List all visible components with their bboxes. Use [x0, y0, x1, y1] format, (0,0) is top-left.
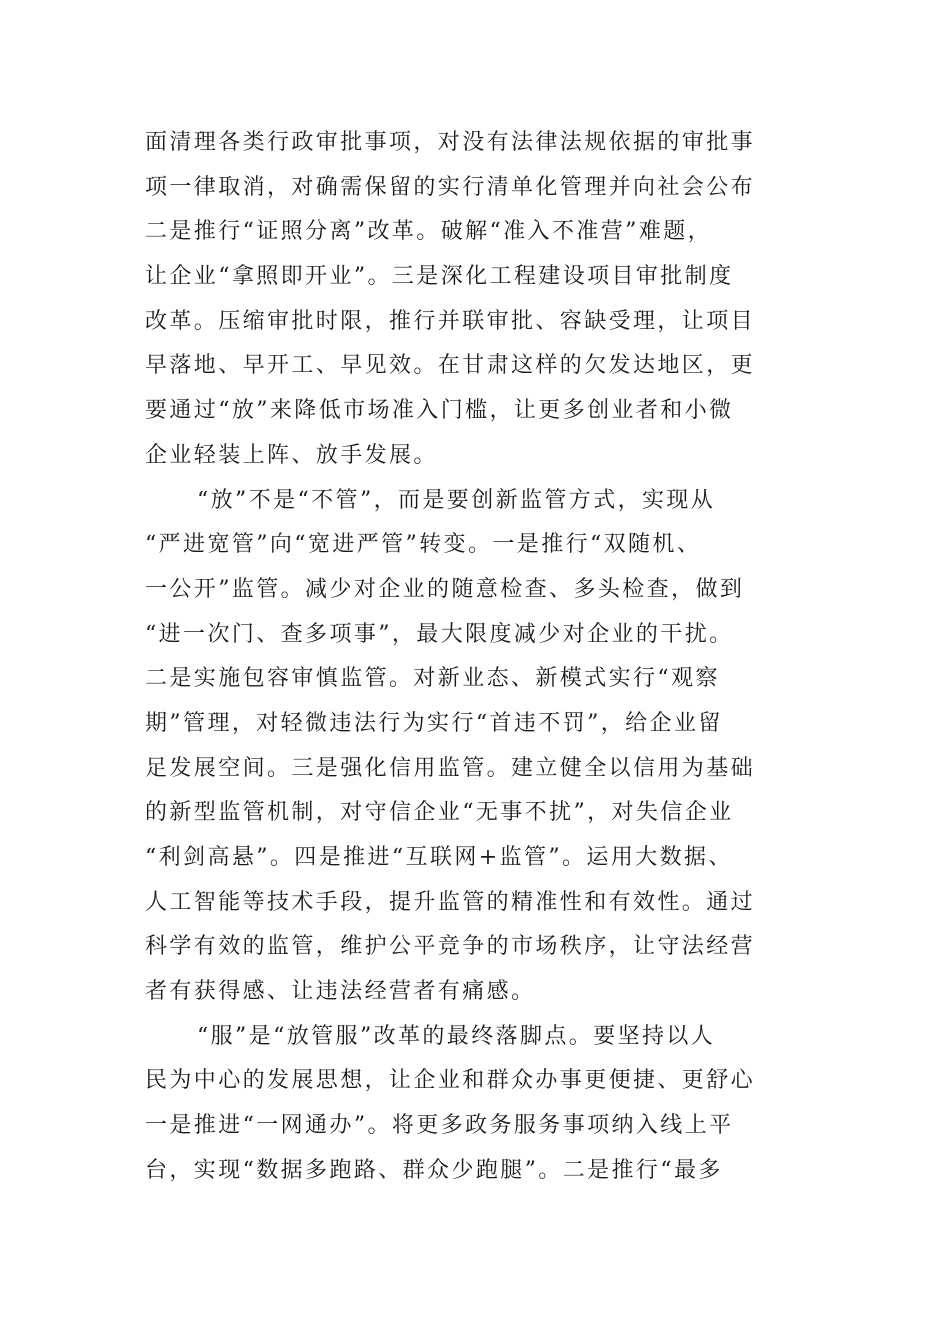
- text-line: 二是推行“证照分离”改革。破解“准入不准营”难题，: [145, 219, 712, 245]
- paragraph-start-line: “服”是“放管服”改革的最终落脚点。要坚持以人: [197, 1023, 716, 1049]
- body-text: [145, 121, 807, 1194]
- text-line: 企业轻装上阵、放手发展。: [145, 442, 438, 468]
- text-line: 二是实施包容审慎监管。对新业态、新模式实行“观察: [145, 666, 720, 692]
- text-line: 足发展空间。三是强化信用监管。建立健全以信用为基础: [145, 755, 756, 781]
- text-line: 科学有效的监管，维护公平竞争的市场秩序，让守法经营: [145, 934, 756, 960]
- text-line: 期”管理，对轻微违法行为实行“首违不罚”，给企业留: [145, 710, 723, 736]
- text-line: 人工智能等技术手段，提升监管的精准性和有效性。通过: [145, 889, 756, 915]
- text-line: 早落地、早开工、早见效。在甘肃这样的欠发达地区，更: [145, 353, 756, 379]
- text-line: “利剑高悬”。四是推进“互联网+监管”。运用大数据、: [145, 845, 733, 870]
- text-line: 要通过“放”来降低市场准入门槛，让更多创业者和小微: [145, 398, 734, 424]
- text-line: 者有获得感、让违法经营者有痛感。: [145, 979, 536, 1005]
- text-line: 民为中心的发展思想，让企业和群众办事更便捷、更舒心: [145, 1068, 756, 1094]
- text-line: “进一次门、查多项事”，最大限度减少对企业的干扰。: [145, 621, 734, 647]
- text-line: 面清理各类行政审批事项，对没有法律法规依据的审批事: [145, 130, 756, 155]
- text-line: 一公开”监管。减少对企业的随意检查、多头检查，做到: [145, 576, 745, 602]
- text-line: 一是推进“一网通办”。将更多政务服务事项纳入线上平: [145, 1113, 734, 1139]
- text-line: 让企业“拿照即开业”。三是深化工程建设项目审批制度: [145, 264, 734, 290]
- text-line: 项一律取消，对确需保留的实行清单化管理并向社会公布: [145, 174, 756, 200]
- text-line: 改革。压缩审批时限，推行并联审批、容缺受理，让项目: [145, 308, 756, 334]
- text-line: 的新型监管机制，对守信企业“无事不扰”，对失信企业: [145, 800, 734, 826]
- paragraph-start-line: “放”不是“不管”，而是要创新监管方式，实现从: [197, 487, 716, 513]
- text-line: “严进宽管”向“宽进严管”转变。一是推行“双随机、: [145, 532, 702, 558]
- text-line: 台，实现“数据多跑路、群众少跑腿”。二是推行“最多: [145, 1157, 723, 1183]
